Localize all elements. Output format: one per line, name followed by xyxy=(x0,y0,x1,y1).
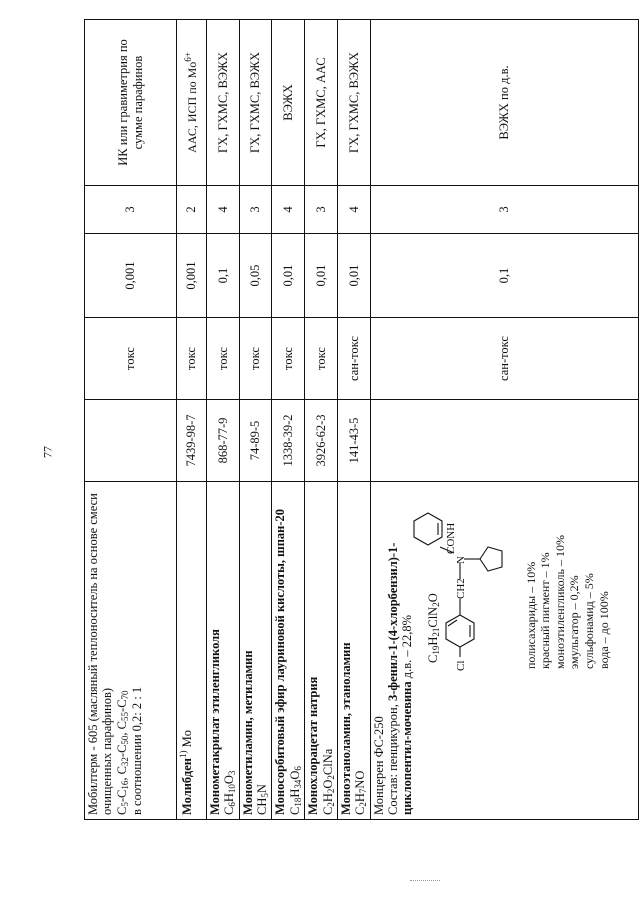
list-item: красный пигмент – 1% xyxy=(538,552,553,669)
list-item: вода – до 100% xyxy=(596,591,611,669)
method-cell: ГХ, ГХМС, ВЭЖХ xyxy=(207,20,240,186)
substance-name: Моносорбитовый эфир лауриновой кислоты, шпан-20 xyxy=(273,508,288,815)
table-row xyxy=(305,20,338,820)
method-cell xyxy=(177,20,207,186)
group-label: CH2 xyxy=(454,578,467,599)
method-cell: ВЭЖХ xyxy=(272,20,305,186)
hazard-cell: токс xyxy=(177,318,207,400)
class-cell: 3 xyxy=(370,186,638,234)
substance-name: Монцерен ФС-250 xyxy=(371,716,386,815)
cyclopentyl-ring xyxy=(480,547,502,571)
substance-formula: $C_2H_7NO$ xyxy=(353,770,369,815)
cas-cell xyxy=(85,400,177,482)
cas-cell: 1338-39-2 xyxy=(272,400,305,482)
value-cell: 0,1 xyxy=(370,234,638,318)
substance-formula: $CH_5N$ xyxy=(255,784,271,815)
substance-name-line: Мобилтерм - 605 (масляный теплоноситель на основе смеси xyxy=(86,493,100,815)
substance-name: Молибден xyxy=(180,758,194,815)
class-cell: 3 xyxy=(239,186,272,234)
list-item: эмульгатор – 0,2% xyxy=(567,575,582,669)
hazard-cell: сан-токс xyxy=(370,318,638,400)
table-row xyxy=(207,20,240,820)
method-text: ААС, ИСП по Mo xyxy=(185,61,200,153)
molecule-structure-diagram xyxy=(400,490,520,685)
class-cell: 3 xyxy=(305,186,338,234)
scan-artifact xyxy=(410,880,440,881)
value-cell: 0,01 xyxy=(337,234,370,318)
method-cell: ВЭЖХ по д.в. xyxy=(370,20,638,186)
atom-label: N xyxy=(454,556,467,564)
list-item: полисахариды – 10% xyxy=(523,561,538,669)
table-row xyxy=(337,20,370,820)
method-cell: ГХ, ГХМС, ААС xyxy=(305,20,338,186)
table-row xyxy=(370,20,638,820)
cas-cell: 141-43-5 xyxy=(337,400,370,482)
footnote-mark: 1) xyxy=(178,750,188,759)
method-cell: ГХ, ГХМС, ВЭЖХ xyxy=(337,20,370,186)
cas-cell: 7439-98-7 xyxy=(177,400,207,482)
substance-formula: $C_6H_{10}O_3$ xyxy=(222,770,238,815)
class-cell: 4 xyxy=(337,186,370,234)
hazard-cell: токс xyxy=(239,318,272,400)
active-share: д.в. – 22,8% xyxy=(400,614,415,679)
substance-name-cell xyxy=(337,482,370,820)
group-label: CONH xyxy=(444,522,457,554)
value-cell: 0,001 xyxy=(85,234,177,318)
charge-mark: 6+ xyxy=(183,52,194,62)
class-cell: 2 xyxy=(177,186,207,234)
cas-cell: 74-89-5 xyxy=(239,400,272,482)
hazard-cell: токс xyxy=(85,318,177,400)
active-substance: 3-фенил-1-(4-хлорбензил)-1-циклопентил-мочевина xyxy=(385,542,415,815)
list-item: сульфонамид – 5% xyxy=(582,573,597,669)
hazard-cell: токс xyxy=(272,318,305,400)
class-cell: 4 xyxy=(272,186,305,234)
substance-ratio-line: в соотношении 0,2: 2 : 1 xyxy=(130,686,145,815)
substance-name-cell xyxy=(177,482,207,820)
substance-name-cell xyxy=(239,482,272,820)
value-cell: 0,05 xyxy=(239,234,272,318)
substance-name-cell xyxy=(85,482,177,820)
composition-line: Состав: пенцикурон, 3-фенил-1-(4-хлорбензил)-1-циклопентил-мочевина д.в. – 22,8% xyxy=(385,542,415,815)
list-item: моноэтиленгликоль – 10% xyxy=(552,535,567,669)
class-cell: 4 xyxy=(207,186,240,234)
ingredients-list xyxy=(524,535,612,669)
method-cell: ИК или гравиметрия по сумме парафинов xyxy=(85,20,177,186)
substances-table xyxy=(84,19,639,820)
substance-formula: $C_{18}H_{34}O_6$ xyxy=(287,766,303,815)
substance-symbol: Mo xyxy=(180,730,194,748)
value-cell: 0,001 xyxy=(177,234,207,318)
substance-formula-line: $C_5-C_{16}$, $C_{32}-C_{50}$, $C_{55}-C_{70}$ xyxy=(114,690,130,815)
table-row xyxy=(239,20,272,820)
page-number: 77 xyxy=(40,446,55,458)
table-row xyxy=(85,20,177,820)
composition-block xyxy=(372,486,624,815)
hazard-cell: сан-токс xyxy=(337,318,370,400)
method-cell: ГХ, ГХМС, ВЭЖХ xyxy=(239,20,272,186)
atom-label: Cl xyxy=(454,660,467,671)
substance-name-cell xyxy=(305,482,338,820)
cas-cell: 3926-62-3 xyxy=(305,400,338,482)
substance-formula: $C_2H_2O_2ClNa$ xyxy=(320,748,336,815)
substance-name: Монометакрилат этиленгликоля xyxy=(208,629,222,815)
substance-name-cell xyxy=(272,482,305,820)
substance-name-cell xyxy=(207,482,240,820)
cas-cell: 868-77-9 xyxy=(207,400,240,482)
cas-cell xyxy=(370,400,638,482)
value-cell: 0,01 xyxy=(305,234,338,318)
table-row xyxy=(272,20,305,820)
rotated-table-container xyxy=(84,20,639,820)
substance-name-cell xyxy=(370,482,638,820)
value-cell: 0,1 xyxy=(207,234,240,318)
substance-name-line: очищенных парафинов) xyxy=(100,687,115,815)
substance-name: Монометиламин, метиламин xyxy=(240,650,255,815)
molecular-formula: $C_{19}H_{21}ClN_2O$ xyxy=(425,593,441,663)
value-cell: 0,01 xyxy=(272,234,305,318)
table-row xyxy=(177,20,207,820)
hazard-cell: токс xyxy=(207,318,240,400)
substance-name: Моноэтаноламин, этаноламин xyxy=(338,642,353,815)
class-cell: 3 xyxy=(85,186,177,234)
substance-name: Монохлорацетат натрия xyxy=(306,676,321,815)
hazard-cell: токс xyxy=(305,318,338,400)
